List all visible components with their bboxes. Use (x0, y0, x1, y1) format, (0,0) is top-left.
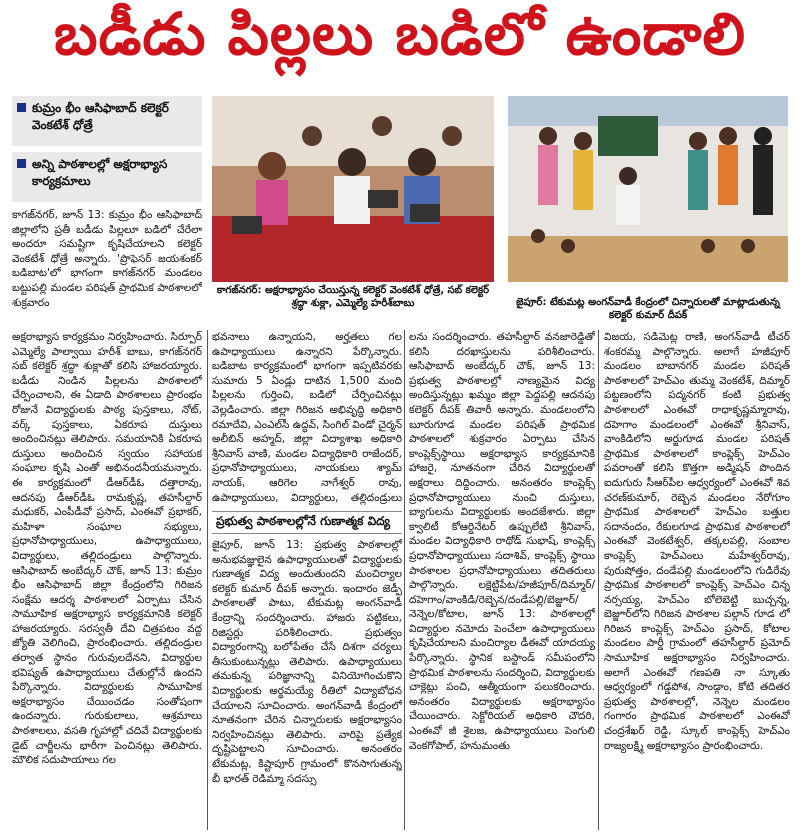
photo1-caption: కాగజ్‌నగర్: అక్షరాభ్యాసం చేయిస్తున్న కలెక్టర్ వెంకటేశ్ ధోత్రే, సబ్ కలెక్టర్ శ్రద్ధా శుక్లా, ఎమ్మెల్యే హరీశ్‌బాబు (216, 285, 490, 309)
article-column-2-lower: జైపూర్, జూన్ 13: ప్రభుత్వ పాఠశాలల్లో అనుభవజ్ఞులైన ఉపాధ్యాయులతో విద్యార్థులకు గుణాత్మక విద్య అందుతుందని మంచిర్యాల కలెక్టర్ కుమార్ దీపక్ అన్నారు. ఇందారం జెడ్పీ పాఠశాలతో పాటు, టేకుమట్ల అంగన్‌వాడీ కేంద్రాన్ని సందర్శించారు. హాజరు పట్టికలు, రిజిస్టర్లు పరిశీలించారు. ప్రభుత్వం విద్యారంగాన్ని బలోపేతం చేసే దిశగా చర్యలు తీసుకుంటున్నట్లు తెలిపారు. ఉపాధ్యాయులు తమకున్న పరిజ్ఞానాన్ని వినియోగించుకొని విద్యార్థులకు అర్థమయ్యే రీతిలో విద్యాబోధన చేయాలని సూచించారు. అంగన్‌వాడీ కేంద్రంలో నూతనంగా చేరిన చిన్నారులకు అక్షరాభ్యాసం నిర్వహించినట్లు తెలిపారు. వారిపై ప్రత్యేక దృష్టిపెట్టాలని సూచించారు. అనంతరం టేకుమట్ల, కిష్టాపూర్ గ్రామంలో కొనసాగుతున్న బీ భారత్ రెడిమ్మా సదస్సు (212, 539, 402, 785)
bullet-icon (17, 103, 26, 112)
photo-collector-children (212, 96, 494, 282)
column-divider (207, 330, 208, 830)
highlight-text-1: కుమ్రం భీం ఆసిఫాబాద్ కలెక్టర్ వెంకటేశ్ ధోత్రే (32, 101, 169, 132)
headline: బడీడు పిల్లలు బడిలో ఉండాలి (53, 0, 746, 68)
photo-anganwadi (508, 96, 788, 282)
article-column-2: భవనాలు ఉన్నాయని, అర్హతలు గల ఉపాధ్యాయులు ఉన్నారని పేర్కొన్నారు. బడిబాట కార్యక్రమంలో భాగంగా ఇప్పటివరకు సుమారు 5 ఏండ్లు దాటిన 1,500 మంది పిల్లలను గుర్తించి, బడిలో చేర్పించినట్లు వెల్లడించారు. జిల్లా గిరిజన అభివృద్ధి అధికారి రమాదేవి, ఎంఎల్‌సీ ఉద్ధవ్, సింగిల్ విండో చైర్మన్ అలీబిన్ అహ్మద్, జిల్లా విద్యాశాఖ అధికారి శ్రీనివాస్ వాణి, మండల విద్యాధికారి రాజేందర్, ప్రధానోపాధ్యాయులు, నాయకులు శ్యామ్ నాయక్, ఆరిగెల నాగేశ్వర్ రావు, ఉపాధ్యాయులు, విద్యార్థులు, తల్లిదండ్రులు (212, 331, 402, 504)
bullet-icon (17, 159, 26, 168)
column-divider (598, 330, 599, 830)
column-divider (404, 330, 405, 830)
subheading: ప్రభుత్వ పాఠశాలల్లోనే గుణాత్మక విద్య (212, 511, 402, 534)
photo2-caption: జైపూర్: టేకుమట్ల అంగన్‌వాడీ కేంద్రంలో చిన్నారులతో మాట్లాడుతున్న కలెక్టర్ కుమార్ దీపక్ (516, 297, 780, 321)
article-lead: కాగజ్‌నగర్, జూన్ 13: కుమ్రం భీం ఆసిఫాబాద్ జిల్లాలోని ప్రతీ బడీడు పిల్లలూ బడిలో చేరేలా అందరూ సమష్టిగా కృషిచేయాలని కలెక్టర్ వెంకటేశ్ ధోత్రే అన్నారు. 'ప్రొఫెసర్ జయశంకర్ బడిబాట'లో భాగంగా కాగజ్‌నగర్ మండలం బట్టుపల్లి మండల పరిషత్ ప్రాథమిక పాఠశాలలో శుక్రవారం (12, 209, 202, 309)
article-column-1: అక్షరాభ్యాస కార్యక్రమం నిర్వహించారు. సిర్పూర్ ఎమ్మెల్యే పాల్వాయి హరీశ్ బాబు, కాగజ్‌నగర్ సబ్ కలెక్టర్ శ్రద్ధా శుక్లాతో కలిసి హాజరయ్యారు. బడీడు నిండిన పిల్లలను పాఠశాలలో చేర్పించాలని, ఈ ఏడాది పాఠశాలలు ప్రారంభం రోజునే విద్యార్థులకు పాఠ్య పుస్తకాలు, నోట్, వర్క్ పుస్తకాలు, ఏకరూప దుస్తులు అందించినట్లు తెలిపారు. సమయానికి ఏకరూప దుస్తులు అందించిన స్వయం సహాయక సంఘాల కృషి ఎంతో అభినందనీయమన్నారు. ఈ కార్యక్రమంలో డీఆర్‌డీఓ దత్తారావు, ఆదనపు డీఆర్‌డీఓ రామకృష్ణ, తహసీల్దార్ మధుకర్, ఎంపీడీవో ప్రసాద్, ఎంఈవో ప్రభాకర్, మహిళా సంఘాల సభ్యులు, ప్రధానోపాధ్యాయులు, ఉపాధ్యాయులు, విద్యార్థులు, తల్లిదండ్రులు పాల్గొన్నారు. ఆసిఫాబాద్ అంబేద్కర్ చౌక్, జూన్ 13: కుమ్రం భీం ఆసిఫాబాద్ జిల్లా కేంద్రంలోని గిరిజన సంక్షేమ ఆదర్శ పాఠశాలలో ఏర్పాటు చేసిన సామూహిక అక్షరాభ్యాస కార్యక్రమానికి కలెక్టర్ హాజరయ్యారు. సరస్వతీ దేవి చిత్రపటం వద్ద జ్యోతి వెలిగించి, ప్రారంభించారు. తల్లిదండ్రుల తర్వాత స్థానం గురువులదేనని, విద్యార్థుల భవిష్యత్ ఉపాధ్యాయులు చేతుల్లోనే ఉందని పేర్కొన్నారు. విద్యార్థులకు సామూహిక అక్షరాభ్యాసం చేయించడం సంతోషంగా ఉందన్నారు. గురుకులాలు, ఆశ్రమాలు పాఠశాలలు, వసతి గృహాల్లో చదివే విద్యార్థులకు డైట్ చార్జీలను భారీగా పెంచినట్లు తెలిపారు. మౌలిక సదుపాయాలు గల (12, 331, 202, 767)
highlight-text-2: అన్ని పాఠశాలల్లో అక్షరాభ్యాస కార్యక్రమాలు (32, 157, 168, 188)
article-column-3: లను సందర్శించారు. తహసీల్దార్ వనజారెడ్డితో కలిసి దరఖాస్తులను పరిశీలించారు. ఆసిఫాబాద్ అంబేద్కర్ చౌక్, జూన్ 13: ప్రభుత్వ పాఠశాలల్లో నాణ్యమైన విద్య అందిస్తున్నట్లు ఖమ్మం జిల్లా పెద్దపల్లి ఆదనపు కలెక్టర్ దీపక్ తివారీ అన్నారు. మండలంలోని బూరుగూడ మండల పరిషత్ ప్రాథమిక పాఠశాలలో శుక్రవారం ఏర్పాటు చేసిన కాంప్లెక్స్‌స్థాయి అక్షరాభ్యాస కార్యక్రమానికి హాజరై, నూతనంగా చేరిన విద్యార్థులతో అక్షరాలు దిద్దించారు. అనంతరం కాంప్లెక్స్ ప్రధానోపాధ్యాయులు నుంచి దుస్తులు, బ్యాగులను విద్యార్థులకు అందజేశారు. జిల్లా క్వాలిటీ కోఆర్డినేటర్ ఉప్పులేటి శ్రీనివాస్, మండల విద్యాధికారి రాథోడ్ సుభాష్, కాంప్లెక్స్ ప్రధానోపాధ్యాయులు సదాశివ్, కాంప్లెక్స్ స్థాయి పాఠశాలల ప్రధానోపాధ్యాయులు తదితరులు పాల్గొన్నారు. లక్షెట్టిపేట/హజీపూర్/దిమ్మార్/దహెగాం/వాంకిడి/రెబ్బెన/దండేపల్లి/బెజ్జూర్/నెన్నెల/కోటాల, జూన్ 13: పాఠశాలల్లో విద్యార్థుల నమోదు పెంచేలా ఉపాధ్యాయులు కృషిచేయాలని మంచిర్యాల డీఈవో యాదయ్య పేర్కొన్నారు. స్థానిక బస్టాండ్ సమీపంలోని ప్రాథమిక పాఠశాలను సందర్శించి, విద్యార్థులకు చాక్లెట్లు పంచి, ఆత్మీయంగా పలుకరించారు. అనంతరం విద్యార్థులకు అక్షరాభ్యాసం చేయించారు. సెక్టోరియల్ అధికారి చౌదరి, ఎంఈవో జీ శైలజ, ఉపాధ్యాయులు పెంగులి వెంకగోపాల్, హనుమంతు (409, 331, 595, 752)
article-column-4: విజయ, సడిమెట్ల రాణి, అంగన్‌వాడీ టీచర్ శంకరమ్మ పాల్గొన్నారు. అలాగే హజీపూర్ మండలం బాబానగర్ మండల పరిషత్ పాఠశాలలో హెచ్‌ఎం తుమ్మ వెంకటేశ్, దిమ్మార్ పట్టణంలోని పద్మనగర్ కంటి ప్రభుత్వ పాఠశాలలో ఎంఈవో రాధాకృష్ణమ్మారావు, దహెగాం మండలంలో ఎంఈవో శ్రీనివాస్, వాంకిడిలోని అర్జుగూడ మండల పరిషత్ ప్రాథమిక పాఠశాలలో కాంప్లెక్స్ హెచ్‌ఎం పవరాంతో కలిసి కొత్తగా అడ్మిషన్ పొందిన ఐదుగురు సీఆర్‌పీల ఆధ్వర్యంలో ఎంఈవో శివ చరణ్‌కుమార్, రెబ్బెన మండలం నేరోగూం ప్రాథమిక పాఠశాలలో హెచ్‌ఎం బత్తుల సదానందం, రేకులగూడ ప్రాథమిక పాఠశాలలో ఎంఈవో వెంకటేశ్వర్, తక్కలపల్లి, సంబాల కాంప్లెక్స్ హెచ్‌ఎంలు మహేశ్వర్‌రావు, పురుషోత్తం, దండేపల్లి మండలంలోని గుడిరేవు ప్రాథమిక పాఠశాలలో కాంప్లెక్స్ హెచ్‌ఎం చిన్న నర్సయ్య, హెచ్‌ఎం బోలెబెట్టి బుచ్చన్న, బెజ్జూర్‌లోని గిరిజన పాఠశాల పల్గాన్ గూడ లో గిరిజన కాంప్లెక్స్ హెచ్‌ఎం ప్రసాద్, కోటాల మండలం పార్డీ గ్రామంలో తహసీల్దార్ ప్రమోద్ సామూహిక అక్షరాభ్యాసం నిర్వహించారు. అలాగే ఎంఈవో గణపతి నా స్కూతు ఆధ్వర్యంలో గడ్డపోశ, సాండ్గాం, కోటి తదితర ప్రభుత్వ పాఠశాలల్లో, నెన్నెల మండలం గంగారం ప్రాథమిక పాఠశాలలో ఎంఈవో చంద్రశేఖర్ రెడ్డి, స్కూల్ కాంప్లెక్స్ హెచ్‌ఎం రాజ్యలక్ష్మి అక్షరాభ్యాసం ప్రారంభించారు. (604, 331, 790, 752)
highlight-box-1 (12, 96, 202, 146)
highlight-box-2 (12, 152, 202, 202)
